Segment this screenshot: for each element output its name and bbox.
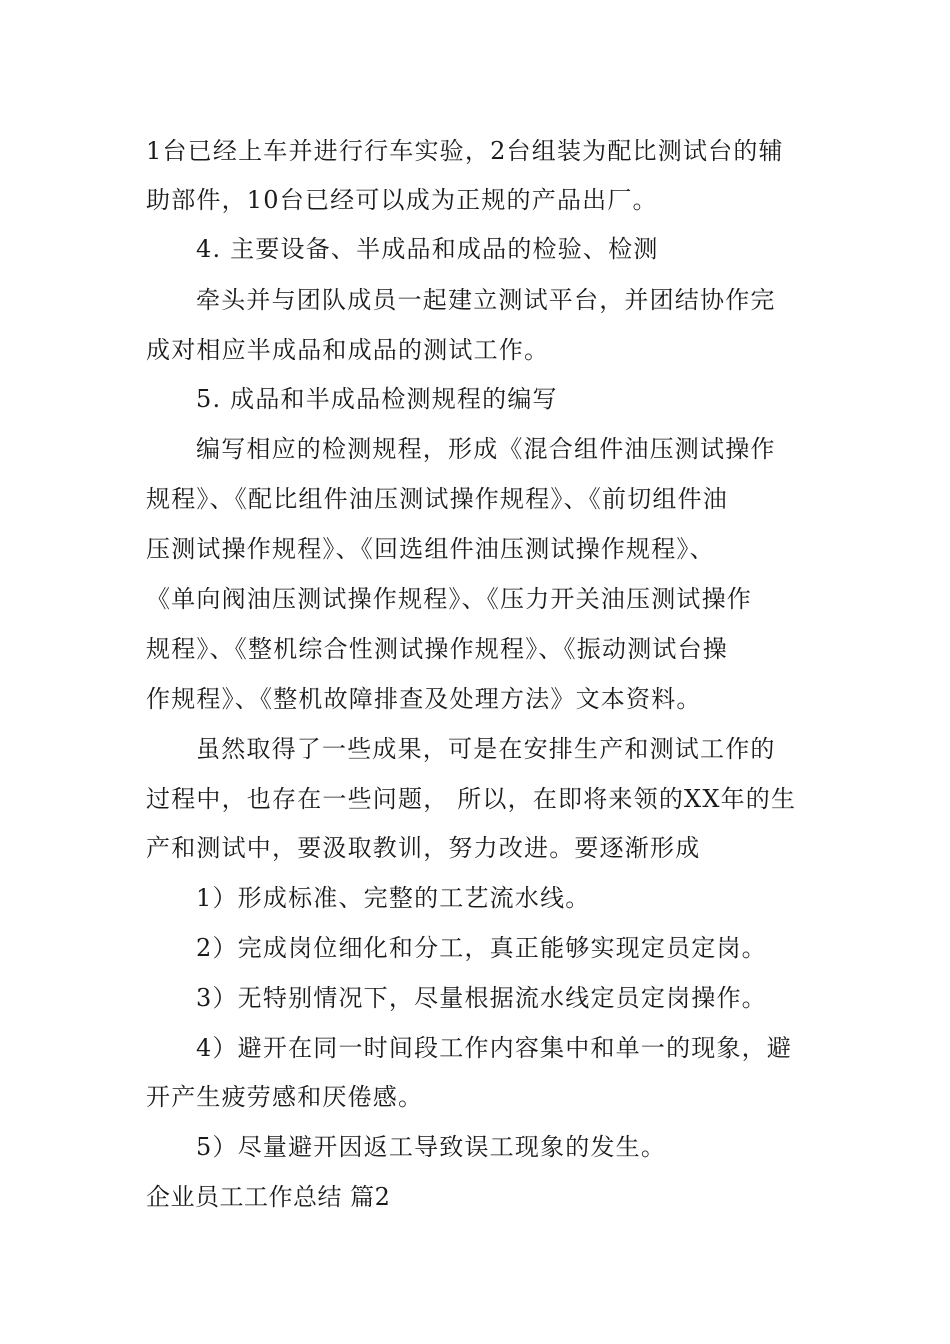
list-heading: 4. 主要设备、半成品和成品的检验、检测 [196,235,659,263]
list-item: 3）无特别情况下，尽量根据流水线定员定岗操作。 [196,984,767,1012]
paragraph-line: 过程中，也存在一些问题， 所以，在即将来领的XX年的生 [146,785,797,813]
paragraph-line: 规程》、《配比组件油压测试操作规程》、《前切组件油 [146,485,728,513]
paragraph-line: 编写相应的检测规程，形成《混合组件油压测试操作 [196,435,776,463]
list-item: 5）尽量避开因返工导致误工现象的发生。 [196,1133,667,1161]
paragraph-line: 《单向阀油压测试操作规程》、《压力开关油压测试操作 [146,585,752,613]
list-item-continuation: 开产生疲劳感和厌倦感。 [146,1083,424,1111]
list-item: 4）避开在同一时间段工作内容集中和单一的现象，避 [196,1034,793,1062]
paragraph-line: 助部件，10台已经可以成为正规的产品出厂。 [146,186,658,214]
section-title: 企业员工工作总结 篇2 [146,1183,391,1211]
paragraph-line: 1台已经上车并进行行车实验，2台组装为配比测试台的辅 [146,137,784,165]
list-item: 2）完成岗位细化和分工，真正能够实现定员定岗。 [196,934,767,962]
paragraph-line: 产和测试中，要汲取教训，努力改进。要逐渐形成 [146,834,701,862]
paragraph-line: 规程》、《整机综合性测试操作规程》、《振动测试台操 [146,635,728,663]
paragraph-line: 成对相应半成品和成品的测试工作。 [146,336,550,364]
paragraph-line: 压测试操作规程》、《回选组件油压测试操作规程》、 [146,535,715,563]
paragraph-line: 虽然取得了一些成果，可是在安排生产和测试工作的 [196,735,776,763]
list-item: 1）形成标准、完整的工艺流水线。 [196,884,591,912]
list-heading: 5. 成品和半成品检测规程的编写 [196,385,558,413]
paragraph-line: 作规程》、《整机故障排查及处理方法》文本资料。 [146,685,702,713]
paragraph-line: 牵头并与团队成员一起建立测试平台，并团结协作完 [196,286,776,314]
